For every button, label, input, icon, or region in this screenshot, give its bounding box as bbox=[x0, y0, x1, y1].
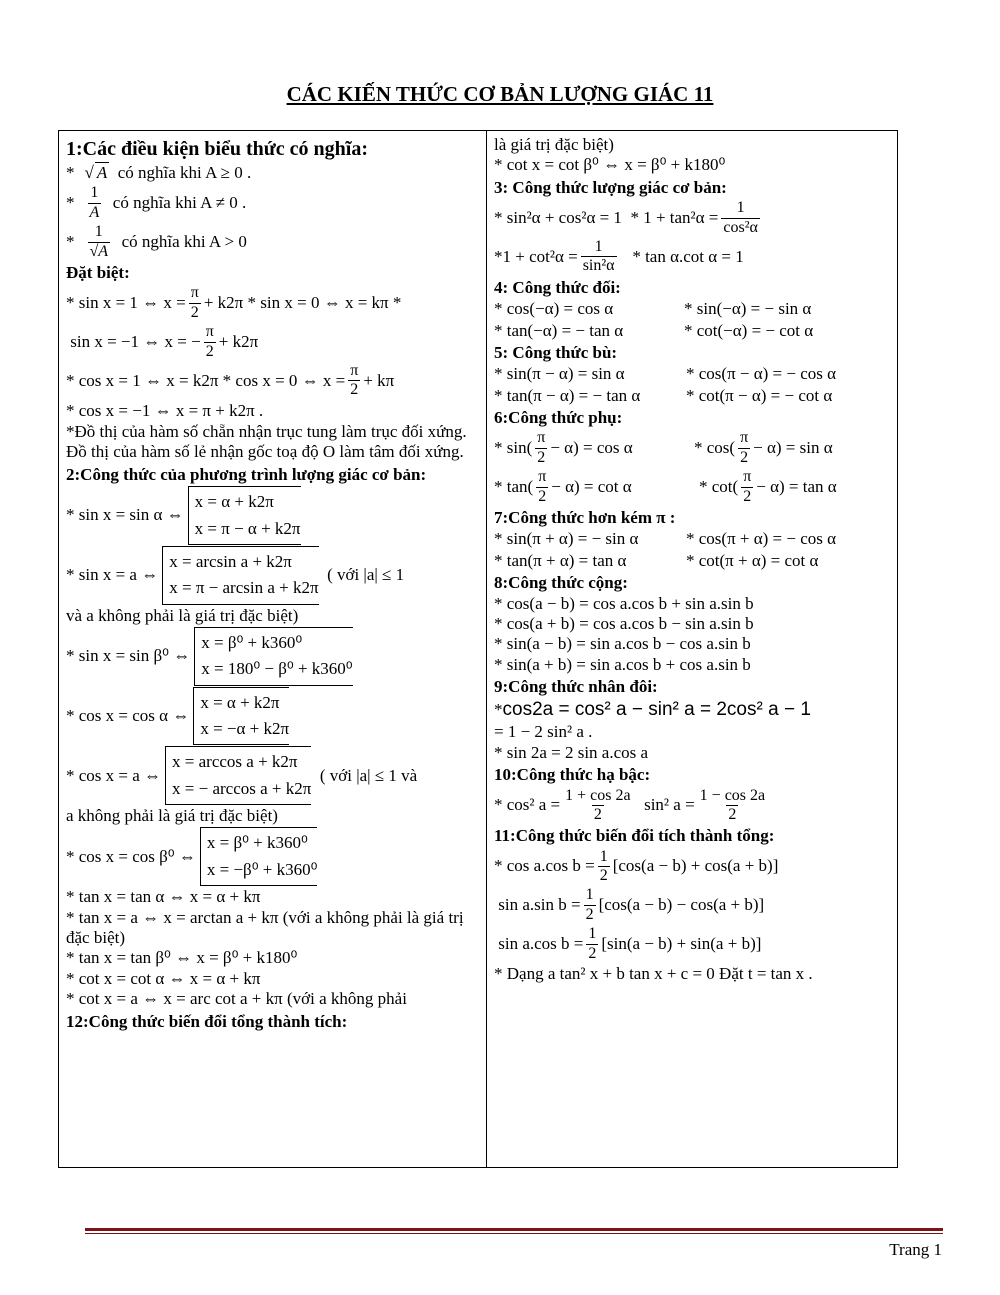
pi-shift-row-2: * tan(π + α) = tan α * cot(π + α) = cot α bbox=[494, 550, 819, 570]
equation-sin-alpha: * sin x = sin α ⇔ x = α + k2π x = π − α + k2π bbox=[66, 486, 482, 545]
section-1-heading: 1:Các điều kiện biểu thức có nghĩa: bbox=[66, 138, 369, 160]
condition-fraction: * $\frac{1}{A}$ có nghĩa khi A ≠ 0 . bbox=[66, 184, 247, 221]
complement-row-1: * sin( $\frac{\pi}{2}$ − α) = cos α * cos( $\frac{\pi}{2}$ − α) = sin α bbox=[494, 429, 833, 466]
equation-sin-a: * sin x = a ⇔ x = arcsin a + k2π x = π − arcsin a + k2π ( với |a| ≤ 1 bbox=[66, 546, 482, 605]
condition-fraction-sqrt: * $\frac{1}{√A}$ có nghĩa khi A > 0 bbox=[66, 223, 247, 260]
section-12-heading: 12:Công thức biến đổi tổng thành tích: bbox=[66, 1011, 348, 1031]
footer-rule-thick bbox=[85, 1228, 943, 1231]
special-sin: * sin x = 1 ⇔ x = $\frac{\pi}{2}$ + k2π * sin x = 0 ⇔ x = kπ * bbox=[66, 284, 402, 321]
addition-cos-plus: * cos(a + b) = cos a.cos b − sin a.sin b bbox=[494, 613, 754, 633]
section-11-heading: 11:Công thức biến đổi tích thành tổng: bbox=[494, 826, 775, 846]
section-9-heading: 9:Công thức nhân đôi: bbox=[494, 677, 658, 697]
special-cos: * cos x = 1 ⇔ x = k2π * cos x = 0 ⇔ x = $\frac{\pi}{2}$ + kπ bbox=[66, 361, 395, 399]
special-heading: Đặt biệt: bbox=[66, 262, 130, 282]
supplement-row-1: * sin(π − α) = sin α * cos(π − α) = − cos α bbox=[494, 364, 837, 384]
addition-sin-minus: * sin(a − b) = sin a.cos b − cos a.sin b bbox=[494, 634, 751, 654]
double-angle-sin: * sin 2a = 2 sin a.cos a bbox=[494, 742, 649, 762]
product-sin-sin: sin a.sin b = $\frac{1}{2}$ [cos(a − b) − cos(a + b)] bbox=[498, 886, 765, 923]
special-cos-neg: * cos x = −1 ⇔ x = π + k2π . bbox=[66, 400, 264, 420]
quadratic-tan-form: * Dạng a tan² x + b tan x + c = 0 Đặt t = tan x . bbox=[494, 964, 813, 984]
section-6-heading: 6:Công thức phụ: bbox=[494, 408, 623, 428]
continued-note: là giá trị đặc biệt) bbox=[494, 135, 614, 154]
section-2-heading: 2:Công thức của phương trình lượng giác cơ bản: bbox=[66, 464, 427, 484]
page-number: Trang 1 bbox=[889, 1240, 942, 1259]
condition-sqrt: * √ A có nghĩa khi A ≥ 0 . bbox=[66, 162, 252, 182]
identity-cot: *1 + cot²α = $\frac{1}{\text{sin²α}}$ * tan α.cot α = 1 bbox=[494, 237, 744, 275]
supplement-row-2: * tan(π − α) = − tan α * cot(π − α) = − cot α bbox=[494, 385, 833, 405]
double-angle-cos: * cos2a = cos² a − sin² a = 2cos² a − 1 bbox=[494, 698, 811, 720]
equation-cot-a: * cot x = a ⇔ x = arc cot a + kπ (với a không phải bbox=[66, 989, 407, 1009]
section-7-heading: 7:Công thức hơn kém π : bbox=[494, 508, 676, 528]
section-8-heading: 8:Công thức cộng: bbox=[494, 573, 628, 593]
equation-tan-beta: * tan x = tan β⁰ ⇔ x = β⁰ + k180⁰ bbox=[66, 948, 298, 968]
column-divider bbox=[486, 130, 487, 1168]
left-column bbox=[66, 135, 482, 1032]
addition-sin-plus: * sin(a + b) = sin a.cos b + cos a.sin b bbox=[494, 654, 751, 674]
identity-pythagorean: * sin²α + cos²α = 1 * 1 + tan²α = $\frac{1}{\text{cos²α}}$ bbox=[494, 199, 758, 236]
opposite-row-1: * cos(−α) = cos α * sin(−α) = − sin α bbox=[494, 299, 812, 319]
section-4-heading: 4: Công thức đối: bbox=[494, 277, 621, 297]
equation-cos-beta: * cos x = cos β⁰ ⇔ x = β⁰ + k360⁰ x = −β⁰ + k360⁰ bbox=[66, 827, 482, 886]
graph-note: *Đồ thị của hàm số chẵn nhận trục tung làm trục đối xứng. Đồ thị của hàm số lẻ nhận gốc toạ độ O làm tâm đối xứng. bbox=[66, 422, 467, 462]
equation-cos-a: * cos x = a ⇔ x = arccos a + k2π x = − arccos a + k2π ( với |a| ≤ 1 và bbox=[66, 746, 482, 805]
power-reduction: * cos² a = $\frac{1 + \cos 2a}{2}$ sin² a = $\frac{1 - \cos 2a}{2}$ bbox=[494, 786, 766, 823]
equation-cot-alpha: * cot x = cot α ⇔ x = α + kπ bbox=[66, 968, 261, 988]
footer-rule-thin bbox=[85, 1233, 943, 1234]
complement-row-2: * tan( $\frac{\pi}{2}$ − α) = cot α * cot( $\frac{\pi}{2}$ − α) = tan α bbox=[494, 468, 837, 505]
product-cos-cos: * cos a.cos b = $\frac{1}{2}$ [cos(a − b) + cos(a + b)] bbox=[494, 847, 779, 885]
section-3-heading: 3: Công thức lượng giác cơ bản: bbox=[494, 177, 727, 197]
pi-shift-row-1: * sin(π + α) = − sin α * cos(π + α) = − cos α bbox=[494, 529, 837, 549]
double-angle-cos-alt: = 1 − 2 sin² a . bbox=[494, 722, 593, 742]
equation-sin-a-note: và a không phải là giá trị đặc biệt) bbox=[66, 605, 299, 625]
section-5-heading: 5: Công thức bù: bbox=[494, 342, 618, 362]
equation-cot-beta: * cot x = cot β⁰ ⇔ x = β⁰ + k180⁰ bbox=[494, 155, 726, 175]
addition-cos-minus: * cos(a − b) = cos a.cos b + sin a.sin b bbox=[494, 593, 754, 613]
section-10-heading: 10:Công thức hạ bậc: bbox=[494, 765, 651, 785]
equation-cos-alpha: * cos x = cos α ⇔ x = α + k2π x = −α + k2π bbox=[66, 687, 482, 746]
page-title: CÁC KIẾN THỨC CƠ BẢN LƯỢNG GIÁC 11 bbox=[286, 82, 714, 106]
equation-cos-a-note: a không phải là giá trị đặc biệt) bbox=[66, 806, 278, 826]
product-sin-cos: sin a.cos b = $\frac{1}{2}$ [sin(a − b) + sin(a + b)] bbox=[498, 925, 762, 962]
special-sin-neg: sin x = −1 ⇔ x = − $\frac{\pi}{2}$ + k2π bbox=[70, 323, 259, 360]
equation-tan-alpha: * tan x = tan α ⇔ x = α + kπ bbox=[66, 887, 261, 907]
opposite-row-2: * tan(−α) = − tan α * cot(−α) = − cot α bbox=[494, 320, 814, 340]
equation-tan-a: * tan x = a ⇔ x = arctan a + kπ (với a không phải là giá trị đặc biệt) bbox=[66, 907, 464, 947]
equation-sin-beta: * sin x = sin β⁰ ⇔ x = β⁰ + k360⁰ x = 180⁰ − β⁰ + k360⁰ bbox=[66, 627, 482, 686]
right-column bbox=[494, 135, 894, 984]
